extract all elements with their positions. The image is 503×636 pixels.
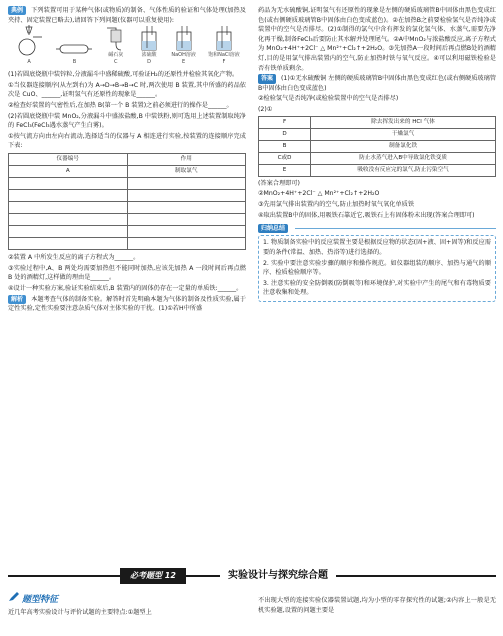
summary-divider: [295, 228, 496, 229]
apparatus-e: NaOH溶液 E: [171, 26, 196, 68]
table-cell: B: [259, 140, 311, 152]
gas-bottle-icon: [139, 26, 159, 52]
table-header-row: [9, 154, 246, 166]
answer-1-2: ②检验氢气是否纯净(或检验装置中的空气是否排尽): [258, 95, 399, 103]
table-cell: [127, 178, 246, 190]
question-1: (1)若圆底烧瓶中装锌粒,分液漏斗中盛稀硫酸,可验证H₂的还原性并检验其氧化产物。: [8, 71, 239, 79]
summary-item: 3. 注意实验的安全防倒吸(防倒吸等)和环境保护,对实验中产生的尾气和有毒物质要注意收集和处理。: [263, 279, 491, 297]
table-row: [9, 190, 246, 202]
answer-2-2: ②MnO₂+4H⁺+2Cl⁻ △ Mn²⁺+Cl₂↑+2H₂O: [258, 190, 380, 198]
question-2-2: ②装置 A 中所发生反应的离子方程式为______。: [8, 254, 140, 262]
table-row: [259, 140, 496, 152]
table-row: [9, 238, 246, 250]
table-cell: 除去挥发出来的 HCl 气体: [311, 116, 496, 128]
question-2-3: ③实验过程中,A、B 两处均需要加热但不能同时加热,应该先加热 A 一段时间后再点燃 B 处的酒精灯,这样做的理由是______。: [8, 264, 246, 282]
summary-title: 归纳总结: [258, 224, 288, 233]
question-2-4: ④设计一种实验方案,验证实验结束后,B 装置内的固体仍存在一定量的单质铁:______。: [8, 284, 243, 292]
apparatus-d: 浓硫酸 D: [139, 26, 159, 68]
analysis: 解析 本题考查气体的制备实验。解答时首先明确本题为气体的制备及性质实验,属于定性实验,定性实验要注意杂质气体对主体实验的干扰。(1)①若H中所盛: [8, 295, 246, 313]
answer-table: [258, 116, 496, 177]
answer-2-4: ④取出装置B中的固体,用吸铁石靠近它,吸铁石上有固体粉末出现(答案合理即可): [258, 211, 475, 219]
summary-item: 2. 实验中要注意实验步骤的顺序和操作规范。如仪器组装的顺序、加热与通气的顺序、检质检验顺序等。: [263, 259, 491, 277]
analysis-continued: 药品为无水硫酸铜,证明氢气有还原性的现象是左侧的硬质玻璃管B中固体由黑色变成红色(或右侧硬质玻璃管B中固体由白色变成蓝色)。②在加热B之前要检验氢气是否纯净或装置中的空气是否排尽。(2)①制得的氯气中含有挥发的氯化氢气体、水蒸气,需要先净化再干燥,制备FeCl₃后要防止其水解并处理尾气。②A中MnO₂与浓盐酸反应,离子方程式为 MnO₂+4H⁺+2Cl⁻ △ Mn²⁺+Cl₂↑+2H₂O。③先加热A一段时间后再点燃B处的酒精灯,目的是用氯气排出装置内的空气,防止加热时铁与氧气反应。④可以利用磁铁检验是否有铁单质剩余。: [258, 7, 496, 72]
bottom-left-text: [8, 592, 246, 619]
table-cell: [9, 226, 128, 238]
apparatus-f: 饱和NaCl溶液 F: [208, 26, 240, 68]
table-cell: 吸收没有反应完的氯气,防止污染空气: [311, 164, 496, 176]
banner-label: 必考题型 12: [120, 568, 186, 584]
table-cell: 防止水蒸气进入B中导致氯化铁变质: [311, 152, 496, 164]
section-banner: [8, 566, 496, 586]
table-cell: [127, 238, 246, 250]
table-cell: [127, 190, 246, 202]
feature-text: 近几年高考实验设计与评价试题的主要特点:①题型上: [8, 608, 152, 616]
table-cell: [127, 226, 246, 238]
apparatus-diagram: [8, 27, 246, 67]
table-row: [259, 164, 496, 176]
apparatus-c: 碱石灰 C: [105, 24, 127, 68]
summary-box: [258, 235, 496, 302]
pen-icon: [8, 592, 20, 602]
answer-1-1: 答案 (1)①无水硫酸铜 左侧的硬质玻璃管B中固体由黑色变成红色(或右侧硬质玻璃管B中固体由白色变成蓝色): [258, 75, 497, 92]
table-cell: [9, 214, 128, 226]
table-cell: 制备氯化铁: [311, 140, 496, 152]
right-column: [258, 6, 496, 302]
flask-icon: [14, 25, 44, 59]
example-tag: 典例: [8, 6, 26, 15]
analysis-tag: 解析: [8, 295, 26, 304]
left-column: [8, 6, 246, 315]
table-cell: [9, 178, 128, 190]
table-cell: [9, 202, 128, 214]
table-cell: A: [9, 166, 128, 178]
answer-2-head: (2)①: [258, 106, 273, 114]
feature-title: 题型特征: [21, 595, 58, 605]
question-2: (2)若圆底烧瓶中装 MnO₂,分液漏斗中盛浓盐酸,B 中装铁粉,则可选用上述装置制取纯净的 FeCl₃(FeCl₃遇水蒸气产生白雾)。: [8, 112, 246, 130]
apparatus-b: B: [56, 39, 92, 67]
table-row: [9, 166, 246, 178]
answer-tag: 答案: [258, 74, 276, 83]
table-cell: C或D: [259, 152, 311, 164]
table-cell: 制取氯气: [127, 166, 246, 178]
feature-heading: [8, 592, 246, 608]
tube-icon: [56, 39, 92, 59]
blank-table: [8, 153, 246, 250]
feature-text-continued: 不出现大型的连接实验仪器装置试题,均为小型的零存探究性的试题;②内容上一般是无机实验题,设置的问题主要是: [258, 597, 496, 614]
answer-2-3: ③先用氯气排出装置内的空气,防止加热时氧气氧化单质铁: [258, 200, 415, 208]
table-cell: [127, 214, 246, 226]
table-row: [259, 116, 496, 128]
question-1-1: ①当仪器连接顺序(从左到右)为 A→D→B→B→C 时,两次使用 B 装置,其中所盛的药品依次是 CuO、______,证明氢气有还原性的现象是______。: [8, 81, 246, 99]
table-cell: E: [259, 164, 311, 176]
summary-item: 1. 物质制备实验中的反应装置主要是根据反应物的状态(固+液、固+固等)和反应需要的条件(常温、加热、热浴等)进行选择的。: [263, 239, 491, 257]
table-header: 仪器编号: [9, 154, 128, 166]
table-row: [9, 178, 246, 190]
bottom-right-text: [258, 596, 496, 616]
question-1-2: ②检查好装置的气密性后,在加热 B(第一个 B 装置)之前必须进行的操作是______。: [8, 102, 233, 110]
table-cell: 干燥氯气: [311, 128, 496, 140]
table-cell: F: [259, 116, 311, 128]
question-2-1: ①按气流方向由左向右流动,选择适当的仪器与 A 相连进行实验,按装置的连接顺序完成下表:: [8, 132, 246, 150]
banner-title: 实验设计与探究综合题: [220, 568, 336, 584]
table-row: [259, 128, 496, 140]
summary-header: [258, 224, 496, 233]
table-cell: [9, 238, 128, 250]
drying-tube-icon: [105, 24, 127, 52]
table-row: [259, 152, 496, 164]
table-row: [9, 202, 246, 214]
table-row: [9, 226, 246, 238]
gas-bottle-icon: [214, 26, 234, 52]
gas-bottle-icon: [174, 26, 194, 52]
table-row: [9, 214, 246, 226]
table-cell: [127, 202, 246, 214]
answer-note: (答案合理即可): [258, 179, 300, 187]
table-header: 作用: [127, 154, 246, 166]
example-intro: 典例 下列装置可用于某种气体(或物质)的制备、气体性质的验证和气体处理(加热及夹持、固定装置已略去),请回答下列问题(仪器可以重复使用):: [8, 7, 246, 24]
table-cell: [9, 190, 128, 202]
table-cell: D: [259, 128, 311, 140]
apparatus-a: A: [14, 25, 44, 67]
